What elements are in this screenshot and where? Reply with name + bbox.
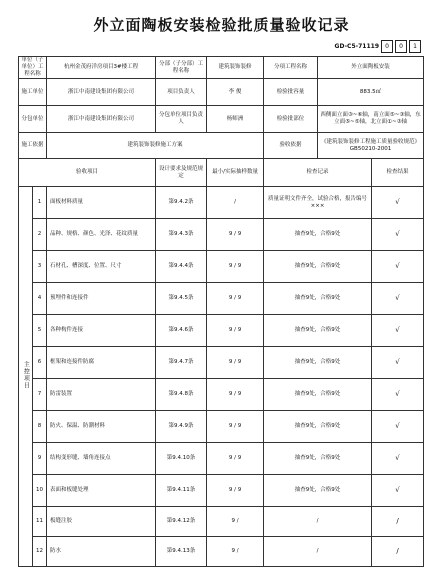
row-sample: 9 / 9 bbox=[207, 443, 264, 475]
form-code-box-2: 0 bbox=[395, 40, 407, 53]
row-item: 防雷装置 bbox=[47, 379, 156, 411]
col-check-record: 检查记录 bbox=[264, 159, 372, 187]
item-project-value: 外立面陶板安装 bbox=[318, 57, 424, 79]
row-number: 6 bbox=[33, 347, 47, 379]
basis-label: 施工依据 bbox=[19, 133, 47, 159]
row-item: 防火、保温、防潮材料 bbox=[47, 411, 156, 443]
row-clause: 第9.4.4条 bbox=[156, 251, 207, 283]
subcontractor-label: 分包单位 bbox=[19, 106, 47, 133]
row-item: 结构变形缝、墙角连接点 bbox=[47, 443, 156, 475]
row-record: 抽查9处，合格9处 bbox=[264, 347, 372, 379]
row-number: 9 bbox=[33, 443, 47, 475]
row-result: √ bbox=[372, 283, 424, 315]
unit-project-value: 杭州金茂府洋房项目3#楼工程 bbox=[47, 57, 156, 79]
form-code-prefix: GD-C5-71119 bbox=[334, 43, 379, 50]
row-item: 品种、规格、颜色、光泽、花纹质量 bbox=[47, 219, 156, 251]
row-result: √ bbox=[372, 251, 424, 283]
row-sample: 9 / 9 bbox=[207, 219, 264, 251]
row-result: √ bbox=[372, 315, 424, 347]
row-record: 抽查9处，合格9处 bbox=[264, 379, 372, 411]
row-number: 11 bbox=[33, 507, 47, 537]
col-min-sample: 最小/实际抽样数量 bbox=[207, 159, 264, 187]
location-label: 检验批部位 bbox=[264, 106, 318, 133]
row-record: 抽查9处，合格9处 bbox=[264, 443, 372, 475]
row-number: 3 bbox=[33, 251, 47, 283]
row-clause: 第9.4.11条 bbox=[156, 475, 207, 507]
header-row-1 bbox=[19, 57, 424, 79]
row-sample: 9 / 9 bbox=[207, 347, 264, 379]
row-record: 抽查9处，合格9处 bbox=[264, 315, 372, 347]
row-number: 1 bbox=[33, 187, 47, 219]
sub-pm-value: 杨师洲 bbox=[207, 106, 264, 133]
item-project-label: 分项工程名称 bbox=[264, 57, 318, 79]
table-row bbox=[19, 379, 424, 411]
row-result: / bbox=[372, 537, 424, 567]
row-sample: 9 / bbox=[207, 507, 264, 537]
row-record: 质量证明文件齐全，试验合格，报告编号××× bbox=[264, 187, 372, 219]
row-number: 7 bbox=[33, 379, 47, 411]
pm-label: 项目负责人 bbox=[156, 79, 207, 106]
row-record: / bbox=[264, 507, 372, 537]
sub-pm-label: 分包单位项目负责人 bbox=[156, 106, 207, 133]
row-result: √ bbox=[372, 379, 424, 411]
row-number: 10 bbox=[33, 475, 47, 507]
table-row bbox=[19, 219, 424, 251]
row-clause: 第9.4.6条 bbox=[156, 315, 207, 347]
row-record: 抽查9处，合格9处 bbox=[264, 251, 372, 283]
row-item: 防水 bbox=[47, 537, 156, 567]
row-number: 4 bbox=[33, 283, 47, 315]
row-item: 板缝注胶 bbox=[47, 507, 156, 537]
row-record: 抽查9处，合格9处 bbox=[264, 475, 372, 507]
row-clause: 第9.4.12条 bbox=[156, 507, 207, 537]
row-record: / bbox=[264, 537, 372, 567]
col-item: 验收项目 bbox=[19, 159, 156, 187]
row-number: 5 bbox=[33, 315, 47, 347]
table-row bbox=[19, 411, 424, 443]
row-number: 2 bbox=[33, 219, 47, 251]
table-row bbox=[19, 251, 424, 283]
pm-value: 李 俊 bbox=[207, 79, 264, 106]
table-row bbox=[19, 315, 424, 347]
sub-project-label: 分部（子分部）工程名称 bbox=[156, 57, 207, 79]
column-header-row bbox=[19, 159, 424, 187]
row-item: 面板材料质量 bbox=[47, 187, 156, 219]
row-result: √ bbox=[372, 219, 424, 251]
row-item: 预埋件和连接件 bbox=[47, 283, 156, 315]
basis-value: 建筑装饰装修施工方案 bbox=[47, 133, 264, 159]
subcontractor-value: 浙江中南建设集团有限公司 bbox=[47, 106, 156, 133]
form-code-box-1: 0 bbox=[381, 40, 393, 53]
contractor-label: 施工单位 bbox=[19, 79, 47, 106]
acceptance-basis-value: 《建筑装饰装修工程施工质量验收规范》GB50210-2001 bbox=[318, 133, 424, 159]
table-row bbox=[19, 347, 424, 379]
row-sample: 9 / 9 bbox=[207, 411, 264, 443]
row-number: 8 bbox=[33, 411, 47, 443]
form-code bbox=[335, 40, 421, 53]
location-value: 西侧面立面③~⑥轴，南立面⑤~③轴，东立面⑤~⑤轴，北立面①~③轴 bbox=[318, 106, 424, 133]
header-row-4 bbox=[19, 133, 424, 159]
row-clause: 第9.4.8条 bbox=[156, 379, 207, 411]
row-clause: 第9.4.3条 bbox=[156, 219, 207, 251]
row-result: √ bbox=[372, 187, 424, 219]
row-item: 石材孔、槽深度、位置、尺寸 bbox=[47, 251, 156, 283]
row-sample: 9 / 9 bbox=[207, 379, 264, 411]
table-row bbox=[19, 283, 424, 315]
row-sample: 9 / bbox=[207, 537, 264, 567]
row-result: √ bbox=[372, 475, 424, 507]
row-clause: 第9.4.2条 bbox=[156, 187, 207, 219]
row-result: / bbox=[372, 507, 424, 537]
table-row bbox=[19, 443, 424, 475]
row-sample: 9 / 9 bbox=[207, 283, 264, 315]
row-item: 各种构件连接 bbox=[47, 315, 156, 347]
row-record: 抽查9处，合格9处 bbox=[264, 283, 372, 315]
sub-project-value: 建筑装饰装修 bbox=[207, 57, 264, 79]
col-result: 检查结果 bbox=[372, 159, 424, 187]
row-item: 表面和板缝处理 bbox=[47, 475, 156, 507]
group-label bbox=[19, 187, 33, 567]
batch-value: 883.5㎡ bbox=[318, 79, 424, 106]
page-title: 外立面陶板安装检验批质量验收记录 bbox=[93, 16, 350, 34]
row-sample: 9 / 9 bbox=[207, 315, 264, 347]
contractor-value: 浙江中南建设集团有限公司 bbox=[47, 79, 156, 106]
row-result: √ bbox=[372, 411, 424, 443]
row-record: 抽查9处，合格9处 bbox=[264, 411, 372, 443]
group-label-text: 主控项目 bbox=[22, 361, 30, 390]
row-sample: / bbox=[207, 187, 264, 219]
row-result: √ bbox=[372, 347, 424, 379]
row-number: 12 bbox=[33, 537, 47, 567]
table-row bbox=[19, 187, 424, 219]
header-row-2 bbox=[19, 79, 424, 106]
table-row bbox=[19, 537, 424, 567]
row-item: 框架和连接件防腐 bbox=[47, 347, 156, 379]
row-clause: 第9.4.13条 bbox=[156, 537, 207, 567]
acceptance-basis-label: 验收依据 bbox=[264, 133, 318, 159]
col-requirement: 设计要求及规范规定 bbox=[156, 159, 207, 187]
row-sample: 9 / 9 bbox=[207, 251, 264, 283]
batch-label: 检验批容量 bbox=[264, 79, 318, 106]
row-result: √ bbox=[372, 443, 424, 475]
row-clause: 第9.4.7条 bbox=[156, 347, 207, 379]
header-row-3 bbox=[19, 106, 424, 133]
row-clause: 第9.4.10条 bbox=[156, 443, 207, 475]
table-row bbox=[19, 475, 424, 507]
row-record: 抽查9处，合格9处 bbox=[264, 219, 372, 251]
row-clause: 第9.4.5条 bbox=[156, 283, 207, 315]
table-row bbox=[19, 507, 424, 537]
unit-project-label: 单位（子单位）工程名称 bbox=[19, 57, 47, 79]
row-clause: 第9.4.9条 bbox=[156, 411, 207, 443]
row-sample: 9 / 9 bbox=[207, 475, 264, 507]
form-code-box-3: 1 bbox=[409, 40, 421, 53]
acceptance-record-table bbox=[18, 56, 424, 567]
